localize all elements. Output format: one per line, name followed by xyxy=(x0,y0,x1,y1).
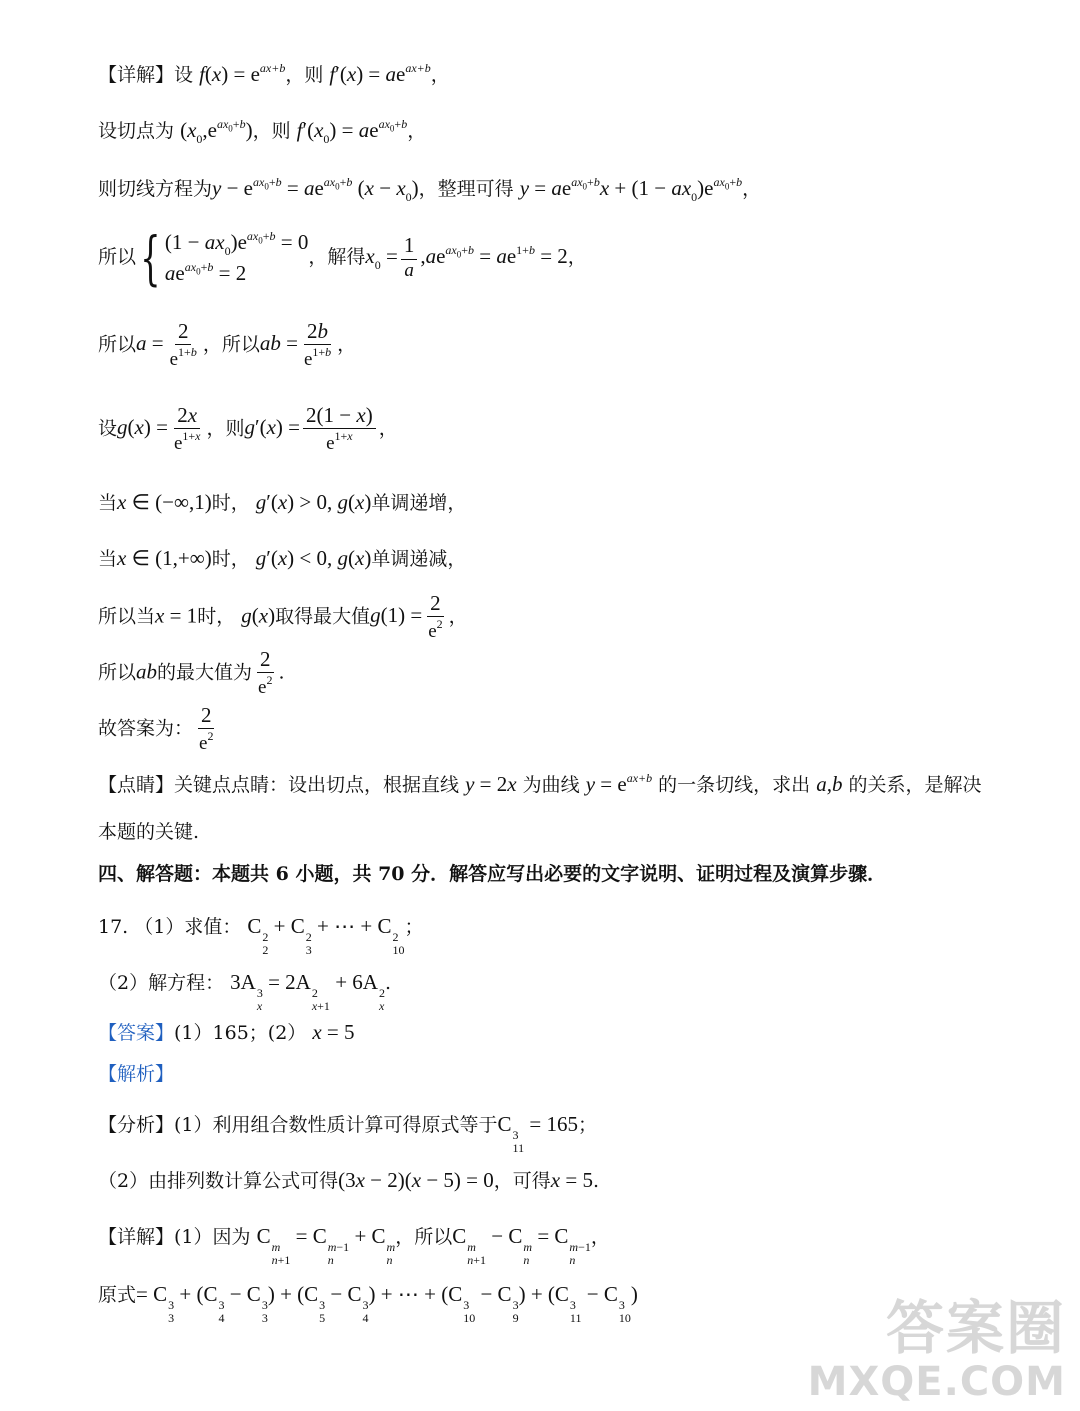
formula: C 3 11 = 165 xyxy=(497,1112,578,1155)
formula: g′(x) > 0, g(x) xyxy=(255,490,372,514)
analysis-tag: 【解析】 xyxy=(98,1063,175,1085)
formula: x = 1 xyxy=(155,603,198,628)
formula: x = 5 xyxy=(312,1020,355,1044)
analysis-sub-tag: 【分析】 xyxy=(98,1114,175,1136)
line-21: 【详解】(1）因为 C m n+1 = C m−1 n + C m n ，所以C m n+1 − C m n = C m−1 n ， xyxy=(98,1224,610,1267)
formula: y = 2x xyxy=(465,772,517,796)
line-18 xyxy=(98,1064,174,1086)
formula: = C 3 3 + (C 3 4 − C 3 3 ) + (C 3 5 − C 3 4 ) + ⋯ + (C 3 10 − C 3 9 ) + (C 3 11 − C 3 10 ) xyxy=(136,1282,638,1325)
line-13: 本题的关键. xyxy=(98,821,200,843)
formula: $y = ae^{ax_0+b}x + (1 - ax_0)e^{ax_0+b}$ xyxy=(519,175,743,204)
line-3: 则切线方程为$y - e^{ax_0+b} = ae^{ax_0+b}$ $(x - x_0)$，整理可得 $y = ae^{ax_0+b}x + (1 - ax_0)e^{ax_0+b}$， xyxy=(98,175,762,204)
detail-tag: 【详解】 xyxy=(98,64,175,86)
formula: x = 5 xyxy=(550,1168,593,1192)
line-10: 所以ab的最大值为 $\frac{2}{e^2}$ . xyxy=(98,647,285,699)
line-17: 【答案】(1）165；(2） x = 5 xyxy=(98,1020,355,1044)
brace-icon: { xyxy=(140,223,161,292)
line-22: 原式= C 3 3 + (C 3 4 − C 3 3 ) + (C 3 5 − C 3 4 ) + ⋯ + (C 3 10 − C 3 9 ) + (C 3 11 − C 3 10 ) xyxy=(98,1282,638,1325)
equation-system: $(1 - ax_0)e^{ax_0+b} = 0$ $ae^{ax_0+b} = 2$ xyxy=(164,229,309,286)
formula: $f'(x_0) = ae^{ax_0+b}$ xyxy=(296,117,408,146)
formula: (3x − 2)(x − 5) = 0 xyxy=(338,1168,494,1192)
line-8: 当x ∈ (1,+∞)时， g′(x) < 0, g(x)单调递减， xyxy=(98,546,467,570)
formula: g(x) xyxy=(241,603,276,628)
formula: C m n+1 − C m n = C m−1 n xyxy=(452,1224,591,1267)
line-20: （2）由排列数计算公式可得(3x − 2)(x − 5) = 0，可得x = 5. xyxy=(98,1168,600,1192)
line-12: 【点睛】关键点点睛：设出切点，根据直线 y = 2x 为曲线 $y = e^{ax+b}$ 的一条切线，求出 a,b 的关系，是解决 xyxy=(98,771,982,796)
formula: $y - e^{ax_0+b} = ae^{ax_0+b}$ $(x - x_0)$ xyxy=(212,175,419,204)
line-11: 故答案为： $\frac{2}{e^2}$ xyxy=(98,704,219,755)
formula: $x_0$ = $\frac{1}{a}$ $,ae^{ax_0+b} = ae^{1+b} = 2$ xyxy=(365,233,568,281)
line-16: （2）解方程： 3A 3 x = 2A 2 x+1 + 6A 2 x . xyxy=(98,970,391,1013)
formula: C 2 2 + C 2 3 + ⋯ + C 2 10 xyxy=(247,914,405,957)
line-9: 所以当x = 1时， g(x)取得最大值g(1) = $\frac{2}{e^2}$ ， xyxy=(98,591,468,643)
formula: g′(x) < 0, g(x) xyxy=(255,546,372,570)
formula: $f'(x) = ae^{ax+b}$ xyxy=(329,61,431,86)
formula: $y = e^{ax+b}$ xyxy=(585,771,653,796)
formula: g′(x) = $\frac{2(1 - x)}{e^{1+x}}$ xyxy=(245,415,379,439)
formula: C m n+1 = C m−1 n + C m n xyxy=(256,1224,396,1267)
formula: $\frac{2}{e^2}$ xyxy=(258,647,273,699)
formula: 3A 3 x = 2A 2 x+1 + 6A 2 x xyxy=(230,970,385,1013)
line-7: 当x ∈ (−∞,1)时， g′(x) > 0, g(x)单调递增， xyxy=(98,490,467,514)
line-15: 17. （1）求值： C 2 2 + C 2 3 + ⋯ + C 2 10 ； xyxy=(98,914,424,957)
line-1: 【详解】设 $f(x) = e^{ax+b}$，则 $f'(x) = ae^{ax+b}$， xyxy=(98,61,450,86)
formula: ab = $\frac{2b}{e^{1+b}}$ xyxy=(259,319,332,371)
line-19: 【分析】(1）利用组合数性质计算可得原式等于C 3 11 = 165； xyxy=(98,1112,597,1155)
line-2: 设切点为 $(x_0,e^{ax_0+b})$，则 $f'(x_0) = ae^{ax_0+b}$， xyxy=(98,117,427,146)
note-tag: 【点睛】 xyxy=(98,774,175,796)
formula: $\frac{2}{e^2}$ xyxy=(199,703,214,755)
formula: g(1) = $\frac{2}{e^2}$ xyxy=(370,591,443,643)
detail-tag: 【详解】 xyxy=(98,1226,175,1248)
formula: ab xyxy=(136,659,158,684)
formula: g(x) = $\frac{2x}{e^{1+x}}$ xyxy=(117,403,201,455)
formula: x ∈ (1,+∞) xyxy=(117,546,212,570)
formula: x ∈ (−∞,1) xyxy=(117,490,212,514)
formula: a,b xyxy=(816,772,843,796)
answer-tag: 【答案】 xyxy=(98,1022,175,1044)
formula: $(x_0,e^{ax_0+b})$ xyxy=(180,117,253,146)
section-heading: 四、解答题：本题共 6 小题，共 70 分．解答应写出必要的文字说明、证明过程及演算步骤． xyxy=(98,863,887,885)
watermark-logo: 答案圈 MXQE.COM xyxy=(807,1294,1066,1405)
line-4: 所以{ $(1 - ax_0)e^{ax_0+b} = 0$ $ae^{ax_0+b} = 2$ ，解得$x_0$ = $\frac{1}{a}$ $,ae^{ax_0+b} = ae^{1+b} = 2$， xyxy=(98,223,587,292)
formula: a = $\frac{2}{e^{1+b}}$ xyxy=(136,319,197,371)
line-5: 所以a = $\frac{2}{e^{1+b}}$ ，所以ab = $\frac{2b}{e^{1+b}}$ ， xyxy=(98,319,357,371)
line-6: 设g(x) = $\frac{2x}{e^{1+x}}$ ，则g′(x) = $\frac{2(1 - x)}{e^{1+x}}$ ， xyxy=(98,403,398,455)
formula: $f(x) = e^{ax+b}$ xyxy=(199,61,286,86)
